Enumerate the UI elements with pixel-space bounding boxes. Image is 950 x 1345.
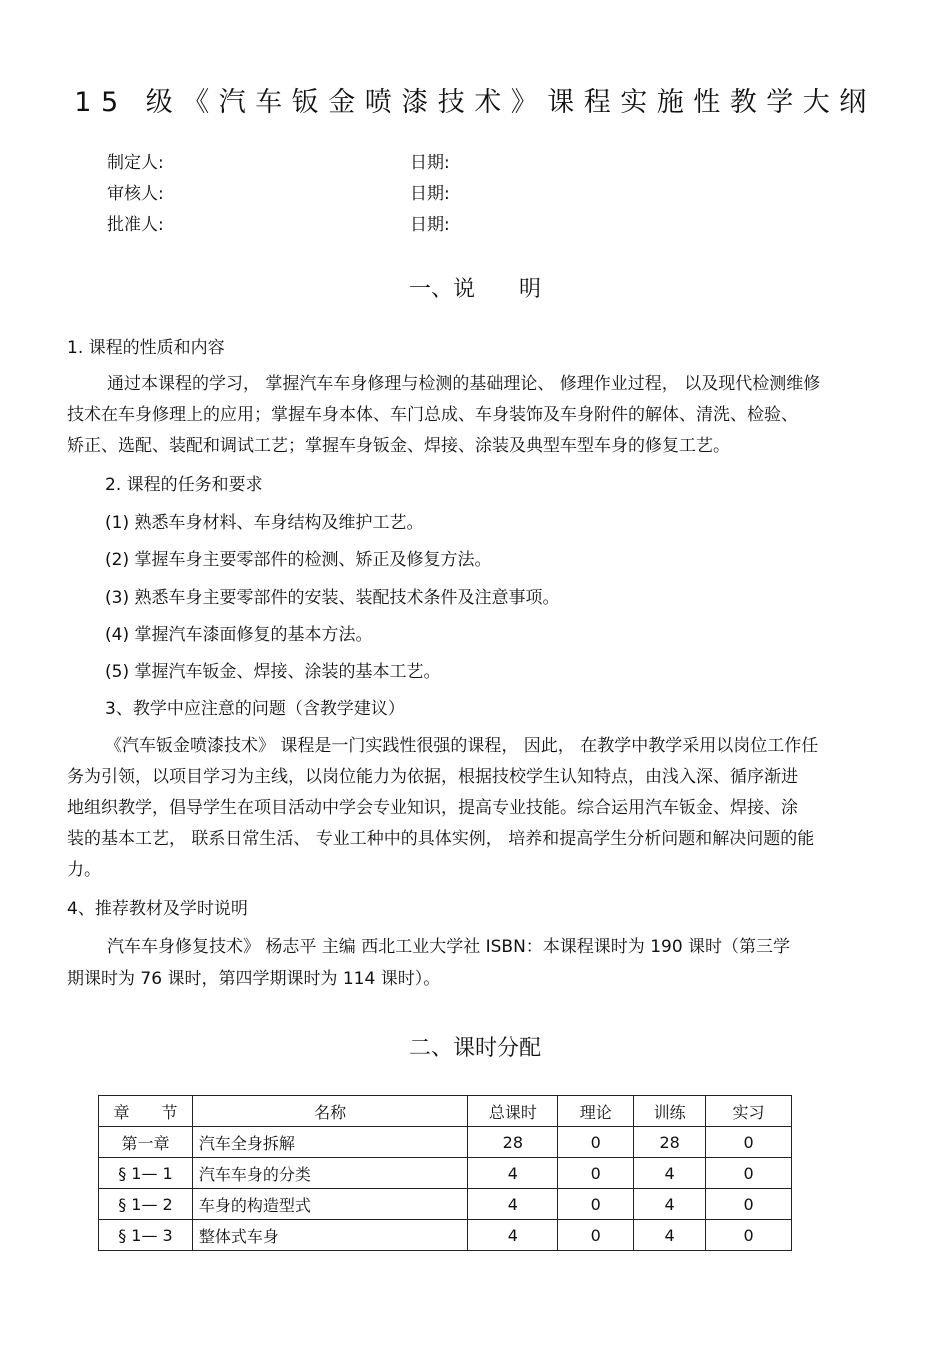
paragraph-line: 技术在车身修理上的应用；掌握车身本体、车门总成、车身装饰及车身附件的解体、清洗、检验、: [67, 405, 798, 425]
cell-total-hours: 4: [468, 1220, 558, 1251]
cell-practice: 0: [706, 1189, 792, 1220]
list-item: (5) 掌握汽车钣金、焊接、涂装的基本工艺。: [105, 662, 441, 682]
list-item: (3) 熟悉车身主要零部件的安装、装配技术条件及注意事项。: [105, 588, 560, 608]
subsection-heading-teaching-notes: 3、教学中应注意的问题（含教学建议）: [105, 699, 405, 719]
cell-theory: 0: [558, 1158, 634, 1189]
document-title: 15 级《汽车钣金喷漆技术》课程实施性教学大纲: [74, 87, 876, 118]
cell-chapter: § 1— 2: [99, 1189, 193, 1220]
cell-total-hours: 4: [468, 1158, 558, 1189]
cell-total-hours: 4: [468, 1189, 558, 1220]
cell-theory: 0: [558, 1189, 634, 1220]
paragraph-line: 《汽车钣金喷漆技术》 课程是一门实践性很强的课程， 因此， 在教学中教学采用以岗位工作任: [105, 736, 819, 756]
cell-name: 汽车车身的分类: [192, 1158, 467, 1189]
list-item: (2) 掌握车身主要零部件的检测、矫正及修复方法。: [105, 550, 492, 570]
signoff-date-reviewer: 日期:: [410, 184, 450, 204]
table-row: [99, 1127, 792, 1158]
subsection-heading-nature: 1. 课程的性质和内容: [67, 338, 225, 358]
section-heading-explanation: 一、说 明: [408, 277, 541, 302]
cell-chapter: § 1— 3: [99, 1220, 193, 1251]
cell-practice: 0: [706, 1220, 792, 1251]
cell-training: 4: [634, 1220, 706, 1251]
section-heading-hours: 二、课时分配: [408, 1036, 541, 1061]
signoff-role-approver: 批准人:: [107, 215, 164, 235]
list-item: (4) 掌握汽车漆面修复的基本方法。: [105, 625, 373, 645]
signoff-date-approver: 日期:: [410, 215, 450, 235]
signoff-role-reviewer: 审核人:: [107, 184, 164, 204]
column-header-training: 训练: [634, 1096, 706, 1127]
column-header-theory: 理论: [558, 1096, 634, 1127]
table-header-row: [99, 1096, 792, 1127]
cell-name: 整体式车身: [192, 1220, 467, 1251]
subsection-heading-tasks: 2. 课程的任务和要求: [105, 475, 263, 495]
cell-chapter: 第一章: [99, 1127, 193, 1158]
cell-total-hours: 28: [468, 1127, 558, 1158]
table-row: [99, 1189, 792, 1220]
signoff-date-drafter: 日期:: [410, 153, 450, 173]
cell-theory: 0: [558, 1127, 634, 1158]
hours-allocation-table: [98, 1095, 792, 1251]
column-header-chapter: 章 节: [99, 1096, 193, 1127]
paragraph-line: 地组织教学，倡导学生在项目活动中学会专业知识，提高专业技能。综合运用汽车钣金、焊接、涂: [67, 798, 798, 818]
paragraph-line: 通过本课程的学习， 掌握汽车车身修理与检测的基础理论、 修理作业过程， 以及现代检测维修: [107, 374, 821, 394]
subsection-heading-textbook: 4、推荐教材及学时说明: [67, 899, 248, 919]
list-item: (1) 熟悉车身材料、车身结构及维护工艺。: [105, 513, 424, 533]
paragraph-line: 汽车车身修复技术》 杨志平 主编 西北工业大学社 ISBN：本课程课时为 190 课时（第三学: [107, 937, 791, 957]
table-row: [99, 1220, 792, 1251]
column-header-practice: 实习: [706, 1096, 792, 1127]
cell-training: 28: [634, 1127, 706, 1158]
cell-theory: 0: [558, 1220, 634, 1251]
column-header-total-hours: 总课时: [468, 1096, 558, 1127]
cell-chapter: § 1— 1: [99, 1158, 193, 1189]
cell-training: 4: [634, 1158, 706, 1189]
paragraph-line: 务为引领，以项目学习为主线，以岗位能力为依据，根据技校学生认知特点，由浅入深、循序渐进: [67, 767, 798, 787]
signoff-role-drafter: 制定人:: [107, 153, 164, 173]
cell-training: 4: [634, 1189, 706, 1220]
paragraph-line: 力。: [67, 860, 101, 880]
paragraph-line: 矫正、选配、装配和调试工艺；掌握车身钣金、焊接、涂装及典型车型车身的修复工艺。: [67, 436, 730, 456]
cell-practice: 0: [706, 1127, 792, 1158]
paragraph-line: 期课时为 76 课时，第四学期课时为 114 课时）。: [67, 969, 441, 989]
column-header-name: 名称: [192, 1096, 467, 1127]
cell-practice: 0: [706, 1158, 792, 1189]
table-row: [99, 1158, 792, 1189]
paragraph-line: 装的基本工艺， 联系日常生活、 专业工种中的具体实例， 培养和提高学生分析问题和解决问题的能: [67, 829, 815, 849]
cell-name: 车身的构造型式: [192, 1189, 467, 1220]
cell-name: 汽车全身拆解: [192, 1127, 467, 1158]
